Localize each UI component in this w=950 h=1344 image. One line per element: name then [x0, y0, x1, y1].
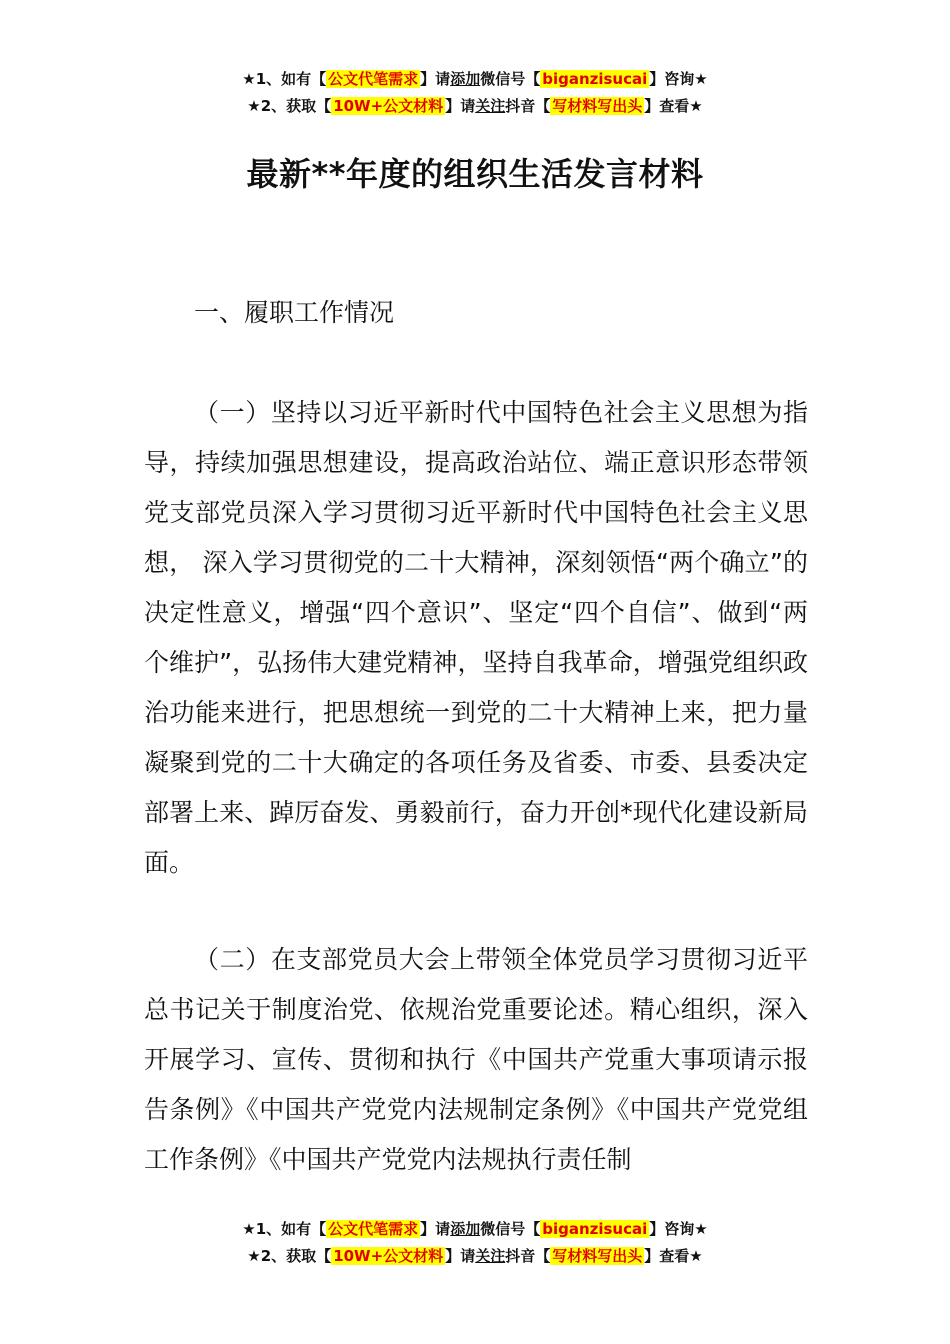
promo-highlight: 10W+公文材料	[333, 97, 444, 115]
body-paragraph-2: （二）在支部党员大会上带领全体党员学习贯彻习近平总书记关于制度治党、依规治党重要论述。精心组织，深入开展学习、宣传、贯彻和执行《中国共产党重大事项请示报告条例》《中国共产党党内法规制定条例》《中国共产党党组工作条例》《中国共产党党内法规执行责任制	[144, 945, 808, 1174]
promo-text: 抖音【	[505, 1247, 551, 1265]
body-paragraph-1: （一）坚持以习近平新时代中国特色社会主义思想为指导，持续加强思想建设，提高政治站位、端正意识形态带领党支部党员深入学习贯彻习近平新时代中国特色社会主义思想， 深入学习贯彻党的二十大精神，深刻领悟“两个确立”的决定性意义，增强“四个意识”、坚定“四个自信”、做到“两个维护”，弘扬伟大建党精神，坚持自我革命，增强党组织政治功能来进行，把思想统一到党的二十大精神上来，把力量凝聚到党的二十大确定的各项任务及省委、市委、县委决定部署上来、踔厉奋发、勇毅前行，奋力开创*现代化建设新局面。	[144, 398, 808, 877]
promo-footer	[0, 1216, 950, 1270]
promo-text: 抖音【	[505, 97, 551, 115]
promo-text: ★1、如有【	[242, 70, 327, 88]
promo-line-2	[0, 93, 950, 120]
promo-underline: 关注	[475, 1247, 506, 1265]
promo-text: 】请	[420, 70, 451, 88]
promo-highlight: 10W+公文材料	[333, 1247, 444, 1265]
promo-text: ★2、获取【	[247, 97, 332, 115]
promo-highlight: 写材料写出头	[552, 97, 643, 115]
promo-header	[0, 66, 950, 120]
promo-text: 】咨询★	[649, 70, 708, 88]
promo-line-1	[0, 66, 950, 93]
promo-line-1	[0, 1216, 950, 1243]
promo-text: 】请	[445, 1247, 476, 1265]
document-title: 最新**年度的组织生活发言材料	[246, 155, 704, 193]
promo-text: 】请	[445, 97, 476, 115]
promo-line-2	[0, 1243, 950, 1270]
promo-text: 】请	[420, 1220, 451, 1238]
promo-text: 】查看★	[644, 1247, 703, 1265]
promo-underline: 添加	[450, 1220, 481, 1238]
promo-text: 微信号【	[480, 70, 541, 88]
promo-text: 】咨询★	[649, 1220, 708, 1238]
promo-underline: 关注	[475, 97, 506, 115]
promo-highlight: 公文代笔需求	[328, 1220, 419, 1238]
promo-highlight: biganzisucai	[542, 1220, 648, 1238]
promo-underline: 添加	[450, 70, 481, 88]
promo-highlight: biganzisucai	[542, 70, 648, 88]
promo-highlight: 公文代笔需求	[328, 70, 419, 88]
promo-text: ★2、获取【	[247, 1247, 332, 1265]
promo-text: ★1、如有【	[242, 1220, 327, 1238]
promo-highlight: 写材料写出头	[552, 1247, 643, 1265]
section-heading: 一、履职工作情况	[194, 298, 395, 327]
promo-text: 】查看★	[644, 97, 703, 115]
promo-text: 微信号【	[480, 1220, 541, 1238]
